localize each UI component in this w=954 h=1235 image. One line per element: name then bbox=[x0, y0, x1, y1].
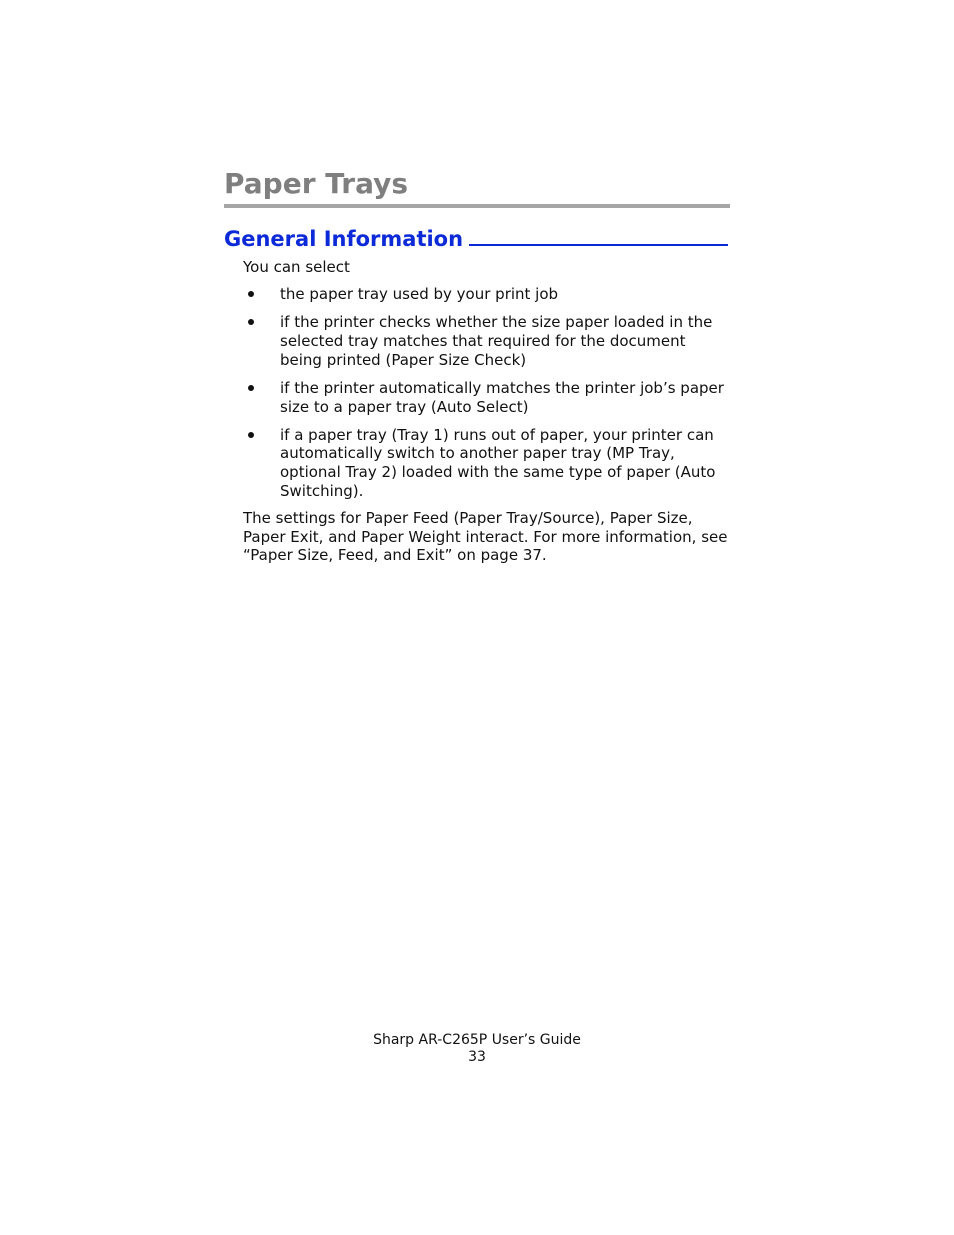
list-item-text: if the printer checks whether the size paper loaded in the selected tray matches that required for the document being printed (Paper Size Check) bbox=[280, 313, 713, 369]
closing-paragraph bbox=[243, 509, 730, 565]
chapter-title: Paper Trays bbox=[224, 167, 409, 200]
page-footer bbox=[0, 1032, 954, 1066]
section-title: General Information bbox=[224, 227, 464, 251]
closing-end: . bbox=[541, 546, 547, 565]
guide-title: Sharp AR-C265P User’s Guide bbox=[373, 1032, 581, 1048]
list-item bbox=[243, 426, 730, 501]
bullet-icon bbox=[248, 319, 254, 325]
bullet-icon bbox=[248, 432, 254, 438]
bullet-icon bbox=[248, 291, 254, 297]
section-heading-underline bbox=[469, 224, 728, 246]
list-item bbox=[243, 285, 730, 304]
list-item bbox=[243, 379, 730, 416]
bullet-icon bbox=[248, 385, 254, 391]
section-heading bbox=[224, 224, 728, 252]
list-item-text: if a paper tray (Tray 1) runs out of paper, your printer can automatically switch to another paper tray (MP Tray, optional Tray 2) loaded with the same type of paper (Auto Switching). bbox=[280, 425, 716, 500]
intro-text: You can select bbox=[243, 258, 350, 276]
option-list bbox=[243, 285, 730, 510]
list-item bbox=[243, 313, 730, 369]
closing-text: The settings for Paper Feed (Paper Tray/Source), Paper Size, Paper Exit, and Paper Weight interact. For more information, see bbox=[243, 509, 728, 546]
chapter-title-rule bbox=[224, 204, 730, 208]
list-item-text: the paper tray used by your print job bbox=[280, 285, 559, 303]
page-number: 33 bbox=[468, 1049, 486, 1065]
list-item-text: if the printer automatically matches the printer job’s paper size to a paper tray (Auto Select) bbox=[280, 378, 724, 416]
cross-reference-link[interactable]: “Paper Size, Feed, and Exit” on page 37 bbox=[243, 546, 542, 565]
